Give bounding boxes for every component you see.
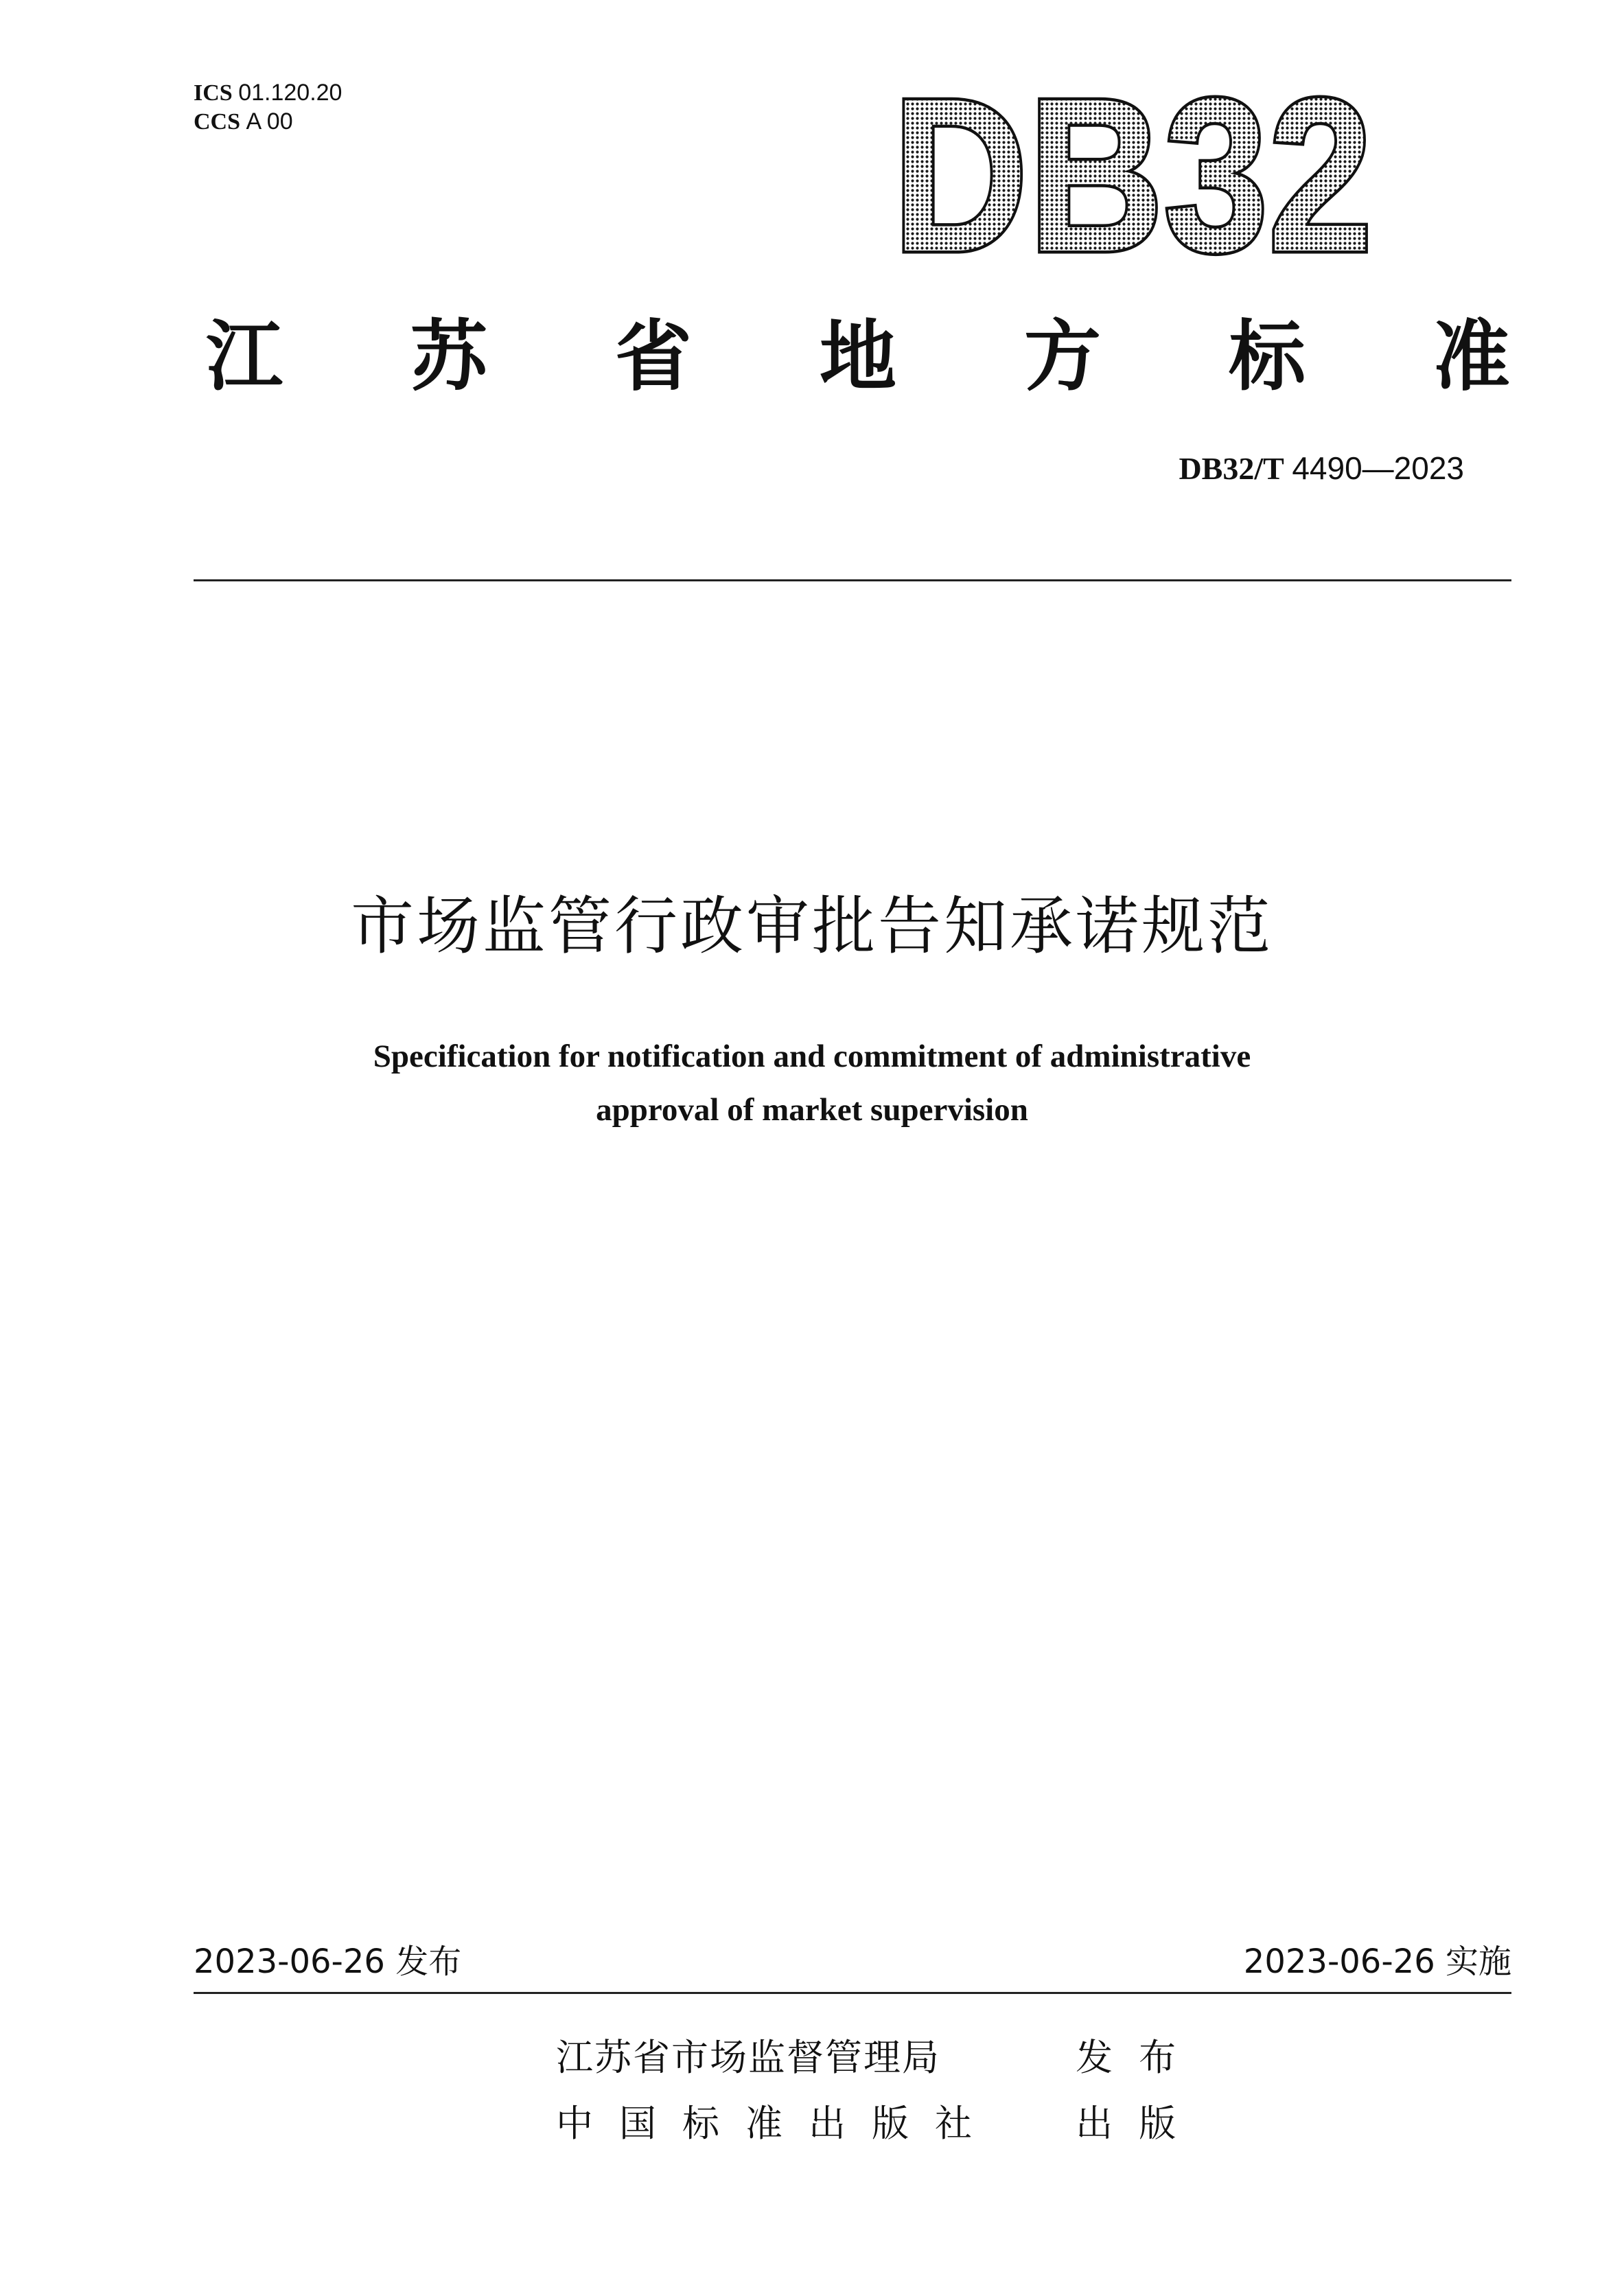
ics-value: 01.120.20 [238, 80, 343, 106]
ics-label: ICS [194, 80, 233, 106]
header-divider [194, 579, 1511, 581]
province-title-char: 方 [1024, 312, 1101, 402]
ccs-label: CCS [194, 109, 241, 135]
province-title-char: 江 [206, 312, 283, 402]
press-name: 中国标准出版社 [556, 2102, 998, 2145]
footer-divider [194, 1992, 1511, 1994]
english-title [0, 1030, 1624, 1137]
issuer-action: 发布 [1076, 2036, 1203, 2079]
english-title-line-1: Specification for notification and commitment of administrative [373, 1039, 1251, 1074]
ccs-code [194, 107, 293, 137]
press-row [556, 2096, 1202, 2151]
issuer-name: 江苏省市场监督管理局 [556, 2036, 940, 2079]
issue-date: 2023-06-26 发布 [194, 1943, 462, 1981]
province-standard-title [206, 309, 1510, 405]
province-title-char: 地 [820, 312, 896, 402]
standard-number [1179, 448, 1464, 489]
standard-number-prefix: DB32/T [1179, 451, 1284, 486]
province-title-char: 准 [1433, 312, 1510, 402]
press-action: 出版 [1076, 2102, 1203, 2145]
province-title-char: 苏 [410, 312, 487, 402]
ccs-value: A 00 [246, 108, 293, 135]
province-title-char: 标 [1229, 312, 1306, 402]
db32-logo [872, 54, 1393, 297]
province-title-char: 省 [615, 312, 692, 402]
chinese-title: 市场监管行政审批告知承诺规范 [350, 890, 1273, 963]
issuer-row [556, 2030, 1202, 2085]
ics-code [194, 78, 342, 108]
db32-logo-text: DB32 [892, 54, 1373, 297]
english-title-line-2: approval of market supervision [596, 1092, 1028, 1128]
standard-number-value: 4490—2023 [1292, 450, 1464, 486]
implementation-date: 2023-06-26 实施 [1243, 1943, 1511, 1981]
